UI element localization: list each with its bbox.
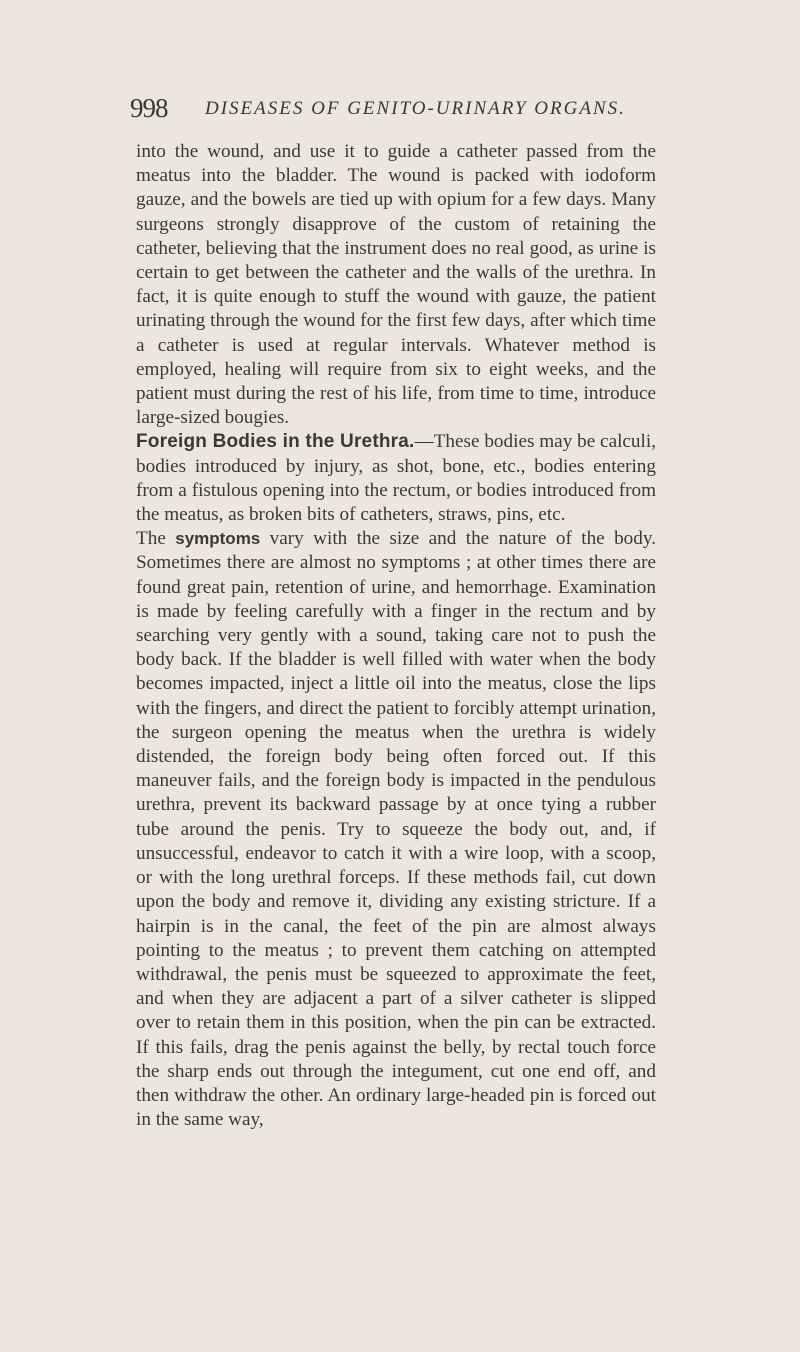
symptoms-term: symptoms [175,529,261,549]
paragraph-symptoms [136,527,656,1132]
paragraph-foreign-bodies [136,430,656,527]
section-heading: Foreign Bodies in the Urethra. [136,431,415,453]
page-number: 998 [130,93,168,123]
paragraph-continued: into the wound, and use it to guide a catheter passed from the meatus into the bladder. The wound is packed with iodoform gauze, and the bowels are tied up with opium for a few days. Many surgeons strongly disapprove of the custom of retaining the catheter, believing that the instrument does no real good, as urine is certain to get between the catheter and the walls of the urethra. In fact, it is quite enough to stuff the wound with gauze, the patient urinating through the wound for the first few days, after which time a catheter is used at regular intervals. Whatever method is employed, healing will require from six to eight weeks, and the patient must during the rest of his life, from time to time, introduce large-sized bougies. [136,141,656,429]
body-text [136,140,656,1132]
paragraph-symptoms-lead: The [136,528,166,550]
running-title: DISEASES OF GENITO-URINARY ORGANS. [205,98,626,119]
paragraph-foreign-bodies-text: —These bodies may be calculi, bodies introduced by injury, as shot, bone, etc., bodies entering from a fistulous opening into the rectum, or bodies introduced from the meatus, as broken bits of catheters, straws, pins, etc. [136,431,656,526]
running-head [130,92,690,132]
paragraph-symptoms-text: vary with the size and the nature of the body. Sometimes there are almost no symptoms ; at other times there are found great pain, retention of urine, and hemorrhage. Examination is made by feeling carefully with a finger in the rectum and by searching very gently with a sound, taking care not to push the body back. If the bladder is well filled with water when the body becomes impacted, inject a little oil into the meatus, close the lips with the fingers, and direct the patient to forcibly attempt urination, the surgeon opening the meatus when the urethra is widely distended, the foreign body being often forced out. If this maneuver fails, and the foreign body is impacted in the pendulous urethra, prevent its backward passage by at once tying a rubber tube around the penis. Try to squeeze the body out, and, if unsuccessful, endeavor to catch it with a wire loop, with a scoop, or with the long urethral forceps. If these methods fail, cut down upon the body and remove it, dividing any existing stricture. If a hairpin is in the canal, the feet of the pin are almost always pointing to the meatus ; to prevent them catching on attempted withdrawal, the penis must be squeezed to approximate the feet, and when they are adjacent a part of a silver catheter is slipped over to retain them in this position, when the pin can be extracted. If this fails, drag the penis against the belly, by rectal touch force the sharp ends out through the integument, cut one end off, and then withdraw the other. An ordinary large-headed pin is forced out in the same way, [136,528,657,1131]
